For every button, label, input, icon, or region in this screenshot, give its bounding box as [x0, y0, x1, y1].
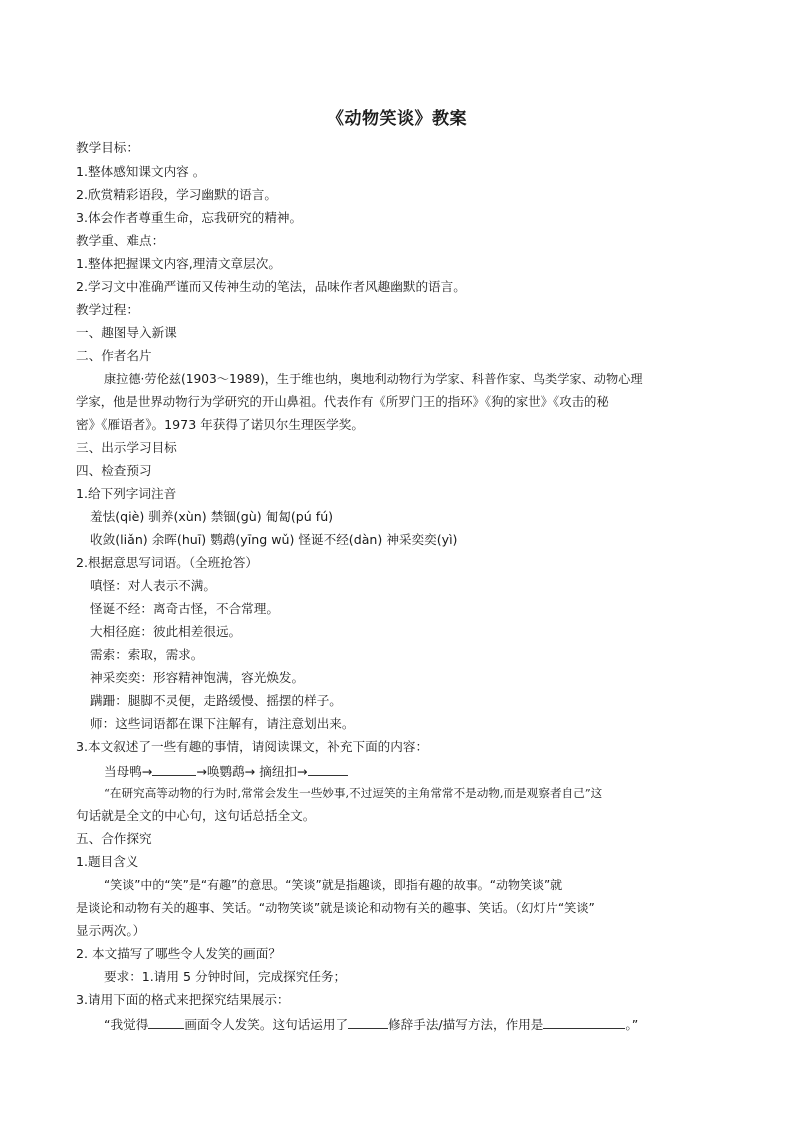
section-heading: 二、作者名片 — [76, 348, 152, 363]
text-line: 收敛(liǎn) 余晖(huī) 鹦鹉(yīng wǔ) 怪诞不经(dàn) 神采奕奕(yì) — [90, 532, 458, 547]
section-heading: 一、趣图导入新课 — [76, 325, 177, 340]
text-segment: 当母鸭→ — [104, 764, 153, 779]
text-line: 1.给下列字词注音 — [76, 486, 177, 501]
text-segment: 。” — [625, 1017, 639, 1032]
page-title: 《动物笑谈》教案 — [327, 109, 467, 129]
text-line: 2.欣赏精彩语段，学习幽默的语言。 — [76, 187, 277, 202]
text-line: 3.请用下面的格式来把探究结果展示： — [76, 992, 290, 1007]
text-line: 2.根据意思写词语。（全班抢答） — [76, 555, 259, 570]
section-heading: 教学过程： — [76, 302, 139, 317]
blank-underline — [308, 762, 348, 776]
text-line: 要求：1.请用 5 分钟时间，完成探究任务； — [104, 969, 347, 984]
section-heading: 三、出示学习目标 — [76, 440, 177, 455]
blank-underline — [148, 1015, 184, 1029]
text-line: “在研究高等动物的行为时,常常会发生一些妙事,不过逗笑的主角常常不是动物,而是观察者自己”这 — [104, 786, 603, 800]
text-line: “笑谈”中的“笑”是“有趣”的意思。“笑谈”就是指趣谈，即指有趣的故事。“动物笑谈”就 — [104, 878, 563, 892]
text-segment: “我觉得 — [104, 1017, 149, 1032]
text-line: 3.体会作者尊重生命，忘我研究的精神。 — [76, 210, 303, 225]
text-line: 需索：索取，需求。 — [90, 647, 204, 662]
section-heading: 教学目标： — [76, 140, 139, 155]
text-line: 3.本文叙述了一些有趣的事情，请阅读课文，补充下面的内容： — [76, 739, 429, 754]
text-segment: 画面令人发笑。这句话运用了 — [184, 1017, 349, 1032]
text-line: 句话就是全文的中心句，这句话总括全文。 — [76, 808, 316, 823]
text-line: 是谈论和动物有关的趣事、笑话。“动物笑谈”就是谈论和动物有关的趣事、笑话。（幻灯片“笑谈” — [76, 901, 595, 915]
blank-underline — [152, 762, 196, 776]
text-line: 康拉德·劳伦兹(1903～1989)，生于维也纳，奥地利动物行为学家、科普作家、鸟类学家、动物心理 — [104, 372, 643, 386]
text-line: 1.整体感知课文内容 。 — [76, 164, 206, 179]
section-heading: 教学重、难点： — [76, 233, 165, 248]
text-segment: 修辞手法/描写方法，作用是 — [388, 1017, 544, 1032]
text-line: 学家，他是世界动物行为学研究的开山鼻祖。代表作有《所罗门王的指环》《狗的家世》《攻击的秘 — [76, 394, 609, 409]
blank-underline — [348, 1015, 388, 1029]
text-line: 大相径庭：彼此相差很远。 — [90, 624, 242, 639]
text-segment: →唤鹦鹉→ 摘纽扣→ — [196, 764, 308, 779]
text-line: 密》《雁语者》。1973 年获得了诺贝尔生理医学奖。 — [76, 417, 364, 432]
text-line: 怪诞不经：离奇古怪，不合常理。 — [90, 601, 279, 616]
text-line: 羞怯(qiè) 驯养(xùn) 禁锢(gù) 匍匐(pú fú) — [90, 509, 334, 524]
text-line: 师：这些词语都在课下注解有，请注意划出来。 — [90, 716, 355, 731]
blank-underline — [543, 1015, 625, 1029]
text-line: 2. 本文描写了哪些令人发笑的画面？ — [76, 946, 281, 961]
section-heading: 五、合作探究 — [76, 831, 152, 846]
text-line: 2.学习文中准确严谨而又传神生动的笔法，品味作者风趣幽默的语言。 — [76, 279, 466, 294]
text-line: 蹒跚：腿脚不灵便，走路缓慢、摇摆的样子。 — [90, 693, 342, 708]
text-line: 显示两次。） — [76, 923, 146, 938]
fill-in-line — [104, 762, 348, 780]
fill-in-line — [104, 1015, 638, 1033]
section-heading: 四、检查预习 — [76, 463, 152, 478]
text-line: 嗔怪：对人表示不满。 — [90, 578, 216, 593]
text-line: 1.整体把握课文内容,理清文章层次。 — [76, 256, 281, 271]
text-line: 1.题目含义 — [76, 854, 139, 869]
text-line: 神采奕奕：形容精神饱满，容光焕发。 — [90, 670, 305, 685]
